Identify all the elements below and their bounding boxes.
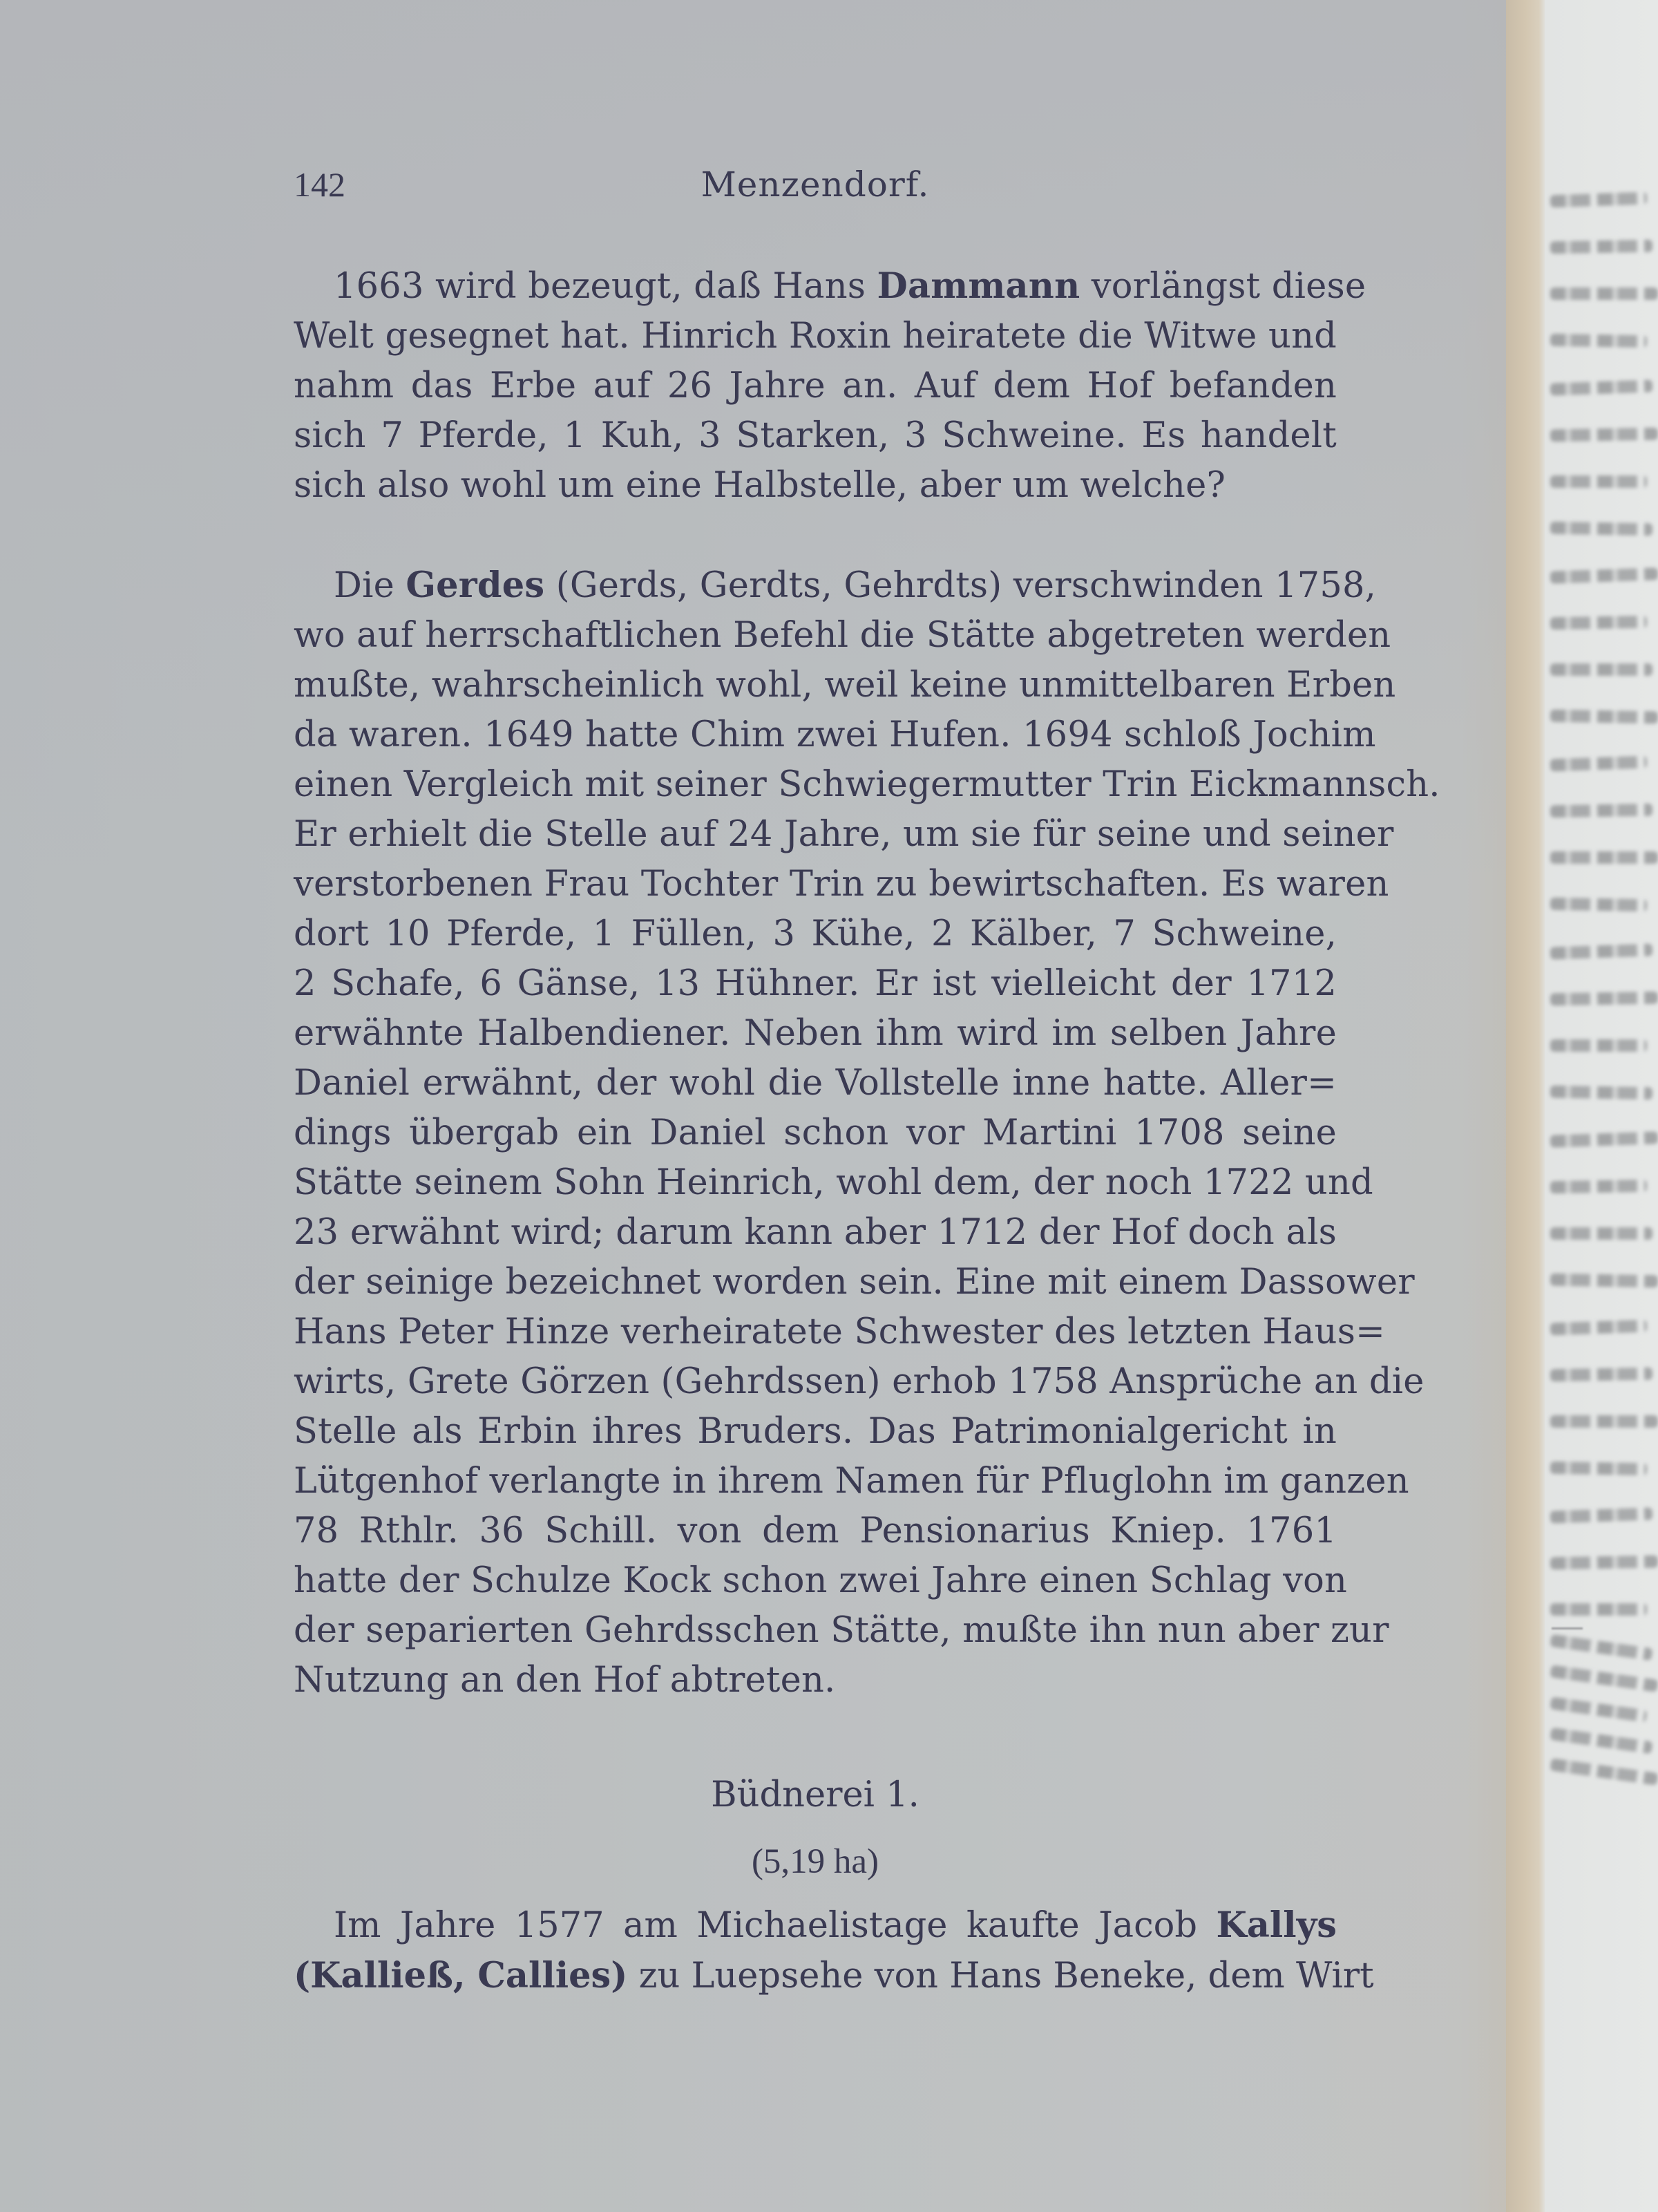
text-line: [294, 560, 1377, 611]
text-line: [294, 710, 1376, 760]
text-run: zu Luepsehe von Hans Beneke, dem Wirt: [627, 1956, 1374, 1996]
text-run: Nutzung an den Hof abtreten.: [294, 1660, 836, 1701]
text-run: nahm das Erbe auf 26 Jahre an. Auf dem Hof befanden: [294, 366, 1337, 406]
text-line: [294, 261, 1366, 312]
text-line: [294, 1506, 1337, 1556]
blurred-text-line: [1550, 1131, 1658, 1147]
text-line: [294, 1407, 1337, 1457]
text-line: [294, 959, 1337, 1009]
text-run: 78 Rthlr. 36 Schill. von dem Pensionarius Kniep. 1761: [294, 1511, 1337, 1551]
running-title: Menzendorf.: [701, 164, 930, 205]
text-line: [294, 1108, 1337, 1158]
text-line: [294, 1900, 1337, 1951]
paragraph-gerdes: [294, 560, 1440, 1705]
text-run: Im Jahre 1577 am Michaelistage kaufte Jacob: [334, 1905, 1217, 1946]
blurred-text-line: [1550, 992, 1658, 1006]
text-run: dort 10 Pferde, 1 Füllen, 3 Kühe, 2 Kälber, 7 Schweine,: [294, 914, 1337, 954]
blurred-text-line: [1550, 334, 1647, 348]
neighbor-page-blurred: [1545, 0, 1658, 2212]
bold-name: Kallys: [1216, 1904, 1337, 1946]
bold-name: (Kalließ, Callies): [294, 1955, 628, 1996]
blurred-text-line: [1550, 428, 1658, 442]
blurred-text-line: [1550, 567, 1658, 583]
blurred-text-line: [1550, 1507, 1653, 1523]
text-run: Die: [334, 565, 406, 606]
text-line: [294, 661, 1396, 710]
bold-name: Gerdes: [406, 565, 545, 606]
text-line: [294, 1556, 1348, 1606]
text-line: [294, 1208, 1337, 1258]
text-line: [294, 1951, 1374, 2001]
text-run: dings übergab ein Daniel schon vor Martini 1708 seine: [294, 1113, 1337, 1153]
text-line: [294, 1258, 1415, 1307]
blurred-text-line: [1550, 898, 1647, 911]
section-heading: Büdnerei 1.: [711, 1775, 919, 1815]
blurred-text-line: [1550, 1603, 1647, 1616]
text-line: [294, 1307, 1385, 1357]
blurred-text-line: [1550, 1556, 1658, 1570]
text-line: [294, 611, 1391, 661]
text-run: mußte, wahrscheinlich wohl, weil keine unmittelbaren Erben: [294, 665, 1396, 706]
text-run: Stelle als Erbin ihres Bruders. Das Patrimonialgericht in: [294, 1411, 1337, 1452]
text-run: einen Vergleich mit seiner Schwiegermutter Trin Eickmannsch.: [294, 764, 1440, 805]
running-head: [294, 160, 1337, 209]
blurred-text-line: [1550, 851, 1658, 864]
text-run: 1663 wird bezeugt, daß Hans: [334, 266, 877, 307]
text-run: der seinige bezeichnet worden sein. Eine mit einem Dassower: [294, 1262, 1415, 1303]
text-run: Lütgenhof verlangte in ihrem Namen für Pfluglohn im ganzen: [294, 1461, 1409, 1502]
text-run: (Gerds, Gerdts, Gehrdts) verschwinden 1758,: [544, 565, 1377, 606]
blurred-text-line: [1550, 192, 1648, 208]
body-text: [294, 261, 1440, 1705]
text-line: [294, 312, 1337, 361]
blurred-text-line: [1550, 710, 1658, 724]
blurred-text-line: [1550, 240, 1652, 254]
text-run: wirts, Grete Görzen (Gehrdssen) erhob 1758 Ansprüche an die: [294, 1361, 1424, 1402]
page-gutter-edge: [1506, 0, 1545, 2212]
text-run: erwähnte Halbendiener. Neben ihm wird im selben Jahre: [294, 1013, 1337, 1054]
text-line: [294, 1158, 1373, 1208]
paragraph-dammann: [294, 261, 1366, 511]
text-run: verstorbenen Frau Tochter Trin zu bewirtschaften. Es waren: [294, 864, 1389, 905]
blurred-text-line: [1550, 663, 1652, 676]
blurred-text-line: [1550, 1320, 1648, 1336]
footnote-rule: [1552, 1627, 1583, 1629]
blurred-text-line: [1550, 1462, 1647, 1475]
text-line: [294, 909, 1337, 959]
text-run: Stätte seinem Sohn Heinrich, wohl dem, der noch 1722 und: [294, 1162, 1373, 1203]
text-run: hatte der Schulze Kock schon zwei Jahre einen Schlag von: [294, 1560, 1348, 1601]
text-run: der separierten Gehrdsschen Stätte, mußte ihn nun aber zur: [294, 1610, 1389, 1651]
text-run: 2 Schafe, 6 Gänse, 13 Hühner. Er ist vielleicht der 1712: [294, 963, 1337, 1004]
blurred-text-line: [1550, 287, 1658, 300]
text-run: Er erhielt die Stelle auf 24 Jahre, um sie für seine und seiner: [294, 814, 1394, 855]
text-run: sich 7 Pferde, 1 Kuh, 3 Starken, 3 Schweine. Es handelt: [294, 415, 1337, 456]
text-run: Hans Peter Hinze verheiratete Schwester des letzten Haus=: [294, 1312, 1385, 1352]
blurred-text-line: [1550, 1180, 1647, 1193]
blurred-text-line: [1550, 1728, 1652, 1754]
text-line: [294, 411, 1337, 461]
blurred-text-line: [1550, 616, 1647, 630]
page-number: 142: [294, 165, 345, 204]
blurred-text-line: [1550, 1696, 1647, 1722]
text-line: [294, 1656, 1337, 1705]
text-run: da waren. 1649 hatte Chim zwei Hufen. 1694 schloß Jochim: [294, 715, 1376, 755]
text-line: [294, 1606, 1389, 1656]
text-line: [294, 1457, 1409, 1506]
text-line: [294, 860, 1389, 909]
text-line: [294, 361, 1337, 411]
blurred-text-line: [1550, 1415, 1658, 1428]
text-line: [294, 1357, 1424, 1407]
text-line: [294, 810, 1394, 860]
blurred-text-line: [1550, 804, 1652, 818]
blurred-text-line: [1550, 522, 1652, 536]
text-line: [294, 461, 1337, 511]
blurred-text-line: [1550, 475, 1647, 488]
blurred-text-line: [1550, 1368, 1652, 1382]
bold-name: Dammann: [877, 265, 1080, 307]
blurred-text-line: [1550, 1227, 1652, 1240]
text-run: sich also wohl um eine Halbstelle, aber um welche?: [294, 465, 1226, 506]
text-run: wo auf herrschaftlichen Befehl die Stätte abgetreten werden: [294, 615, 1391, 656]
blurred-text-line: [1550, 1086, 1652, 1100]
text-run: Welt gesegnet hat. Hinrich Roxin heiratete die Witwe und: [294, 316, 1337, 357]
text-line: [294, 760, 1440, 810]
text-run: vorlängst diese: [1080, 266, 1366, 307]
blurred-text-line: [1550, 756, 1648, 772]
blurred-text-line: [1550, 943, 1653, 959]
paragraph-kallys: [294, 1900, 1374, 2001]
text-run: 23 erwähnt wird; darum kann aber 1712 der Hof doch als: [294, 1212, 1337, 1253]
text-line: [294, 1009, 1337, 1059]
blurred-text-line: [1550, 379, 1653, 395]
blurred-text-line: [1550, 1039, 1647, 1052]
blurred-text-line: [1550, 1758, 1658, 1786]
blurred-text-line: [1550, 1665, 1658, 1692]
text-run: Daniel erwähnt, der wohl die Vollstelle inne hatte. Aller=: [294, 1063, 1337, 1104]
blurred-text-line: [1550, 1274, 1658, 1288]
blurred-text-line: [1550, 1634, 1652, 1661]
text-line: [294, 1059, 1337, 1108]
section-area: (5,19 ha): [751, 1842, 879, 1881]
